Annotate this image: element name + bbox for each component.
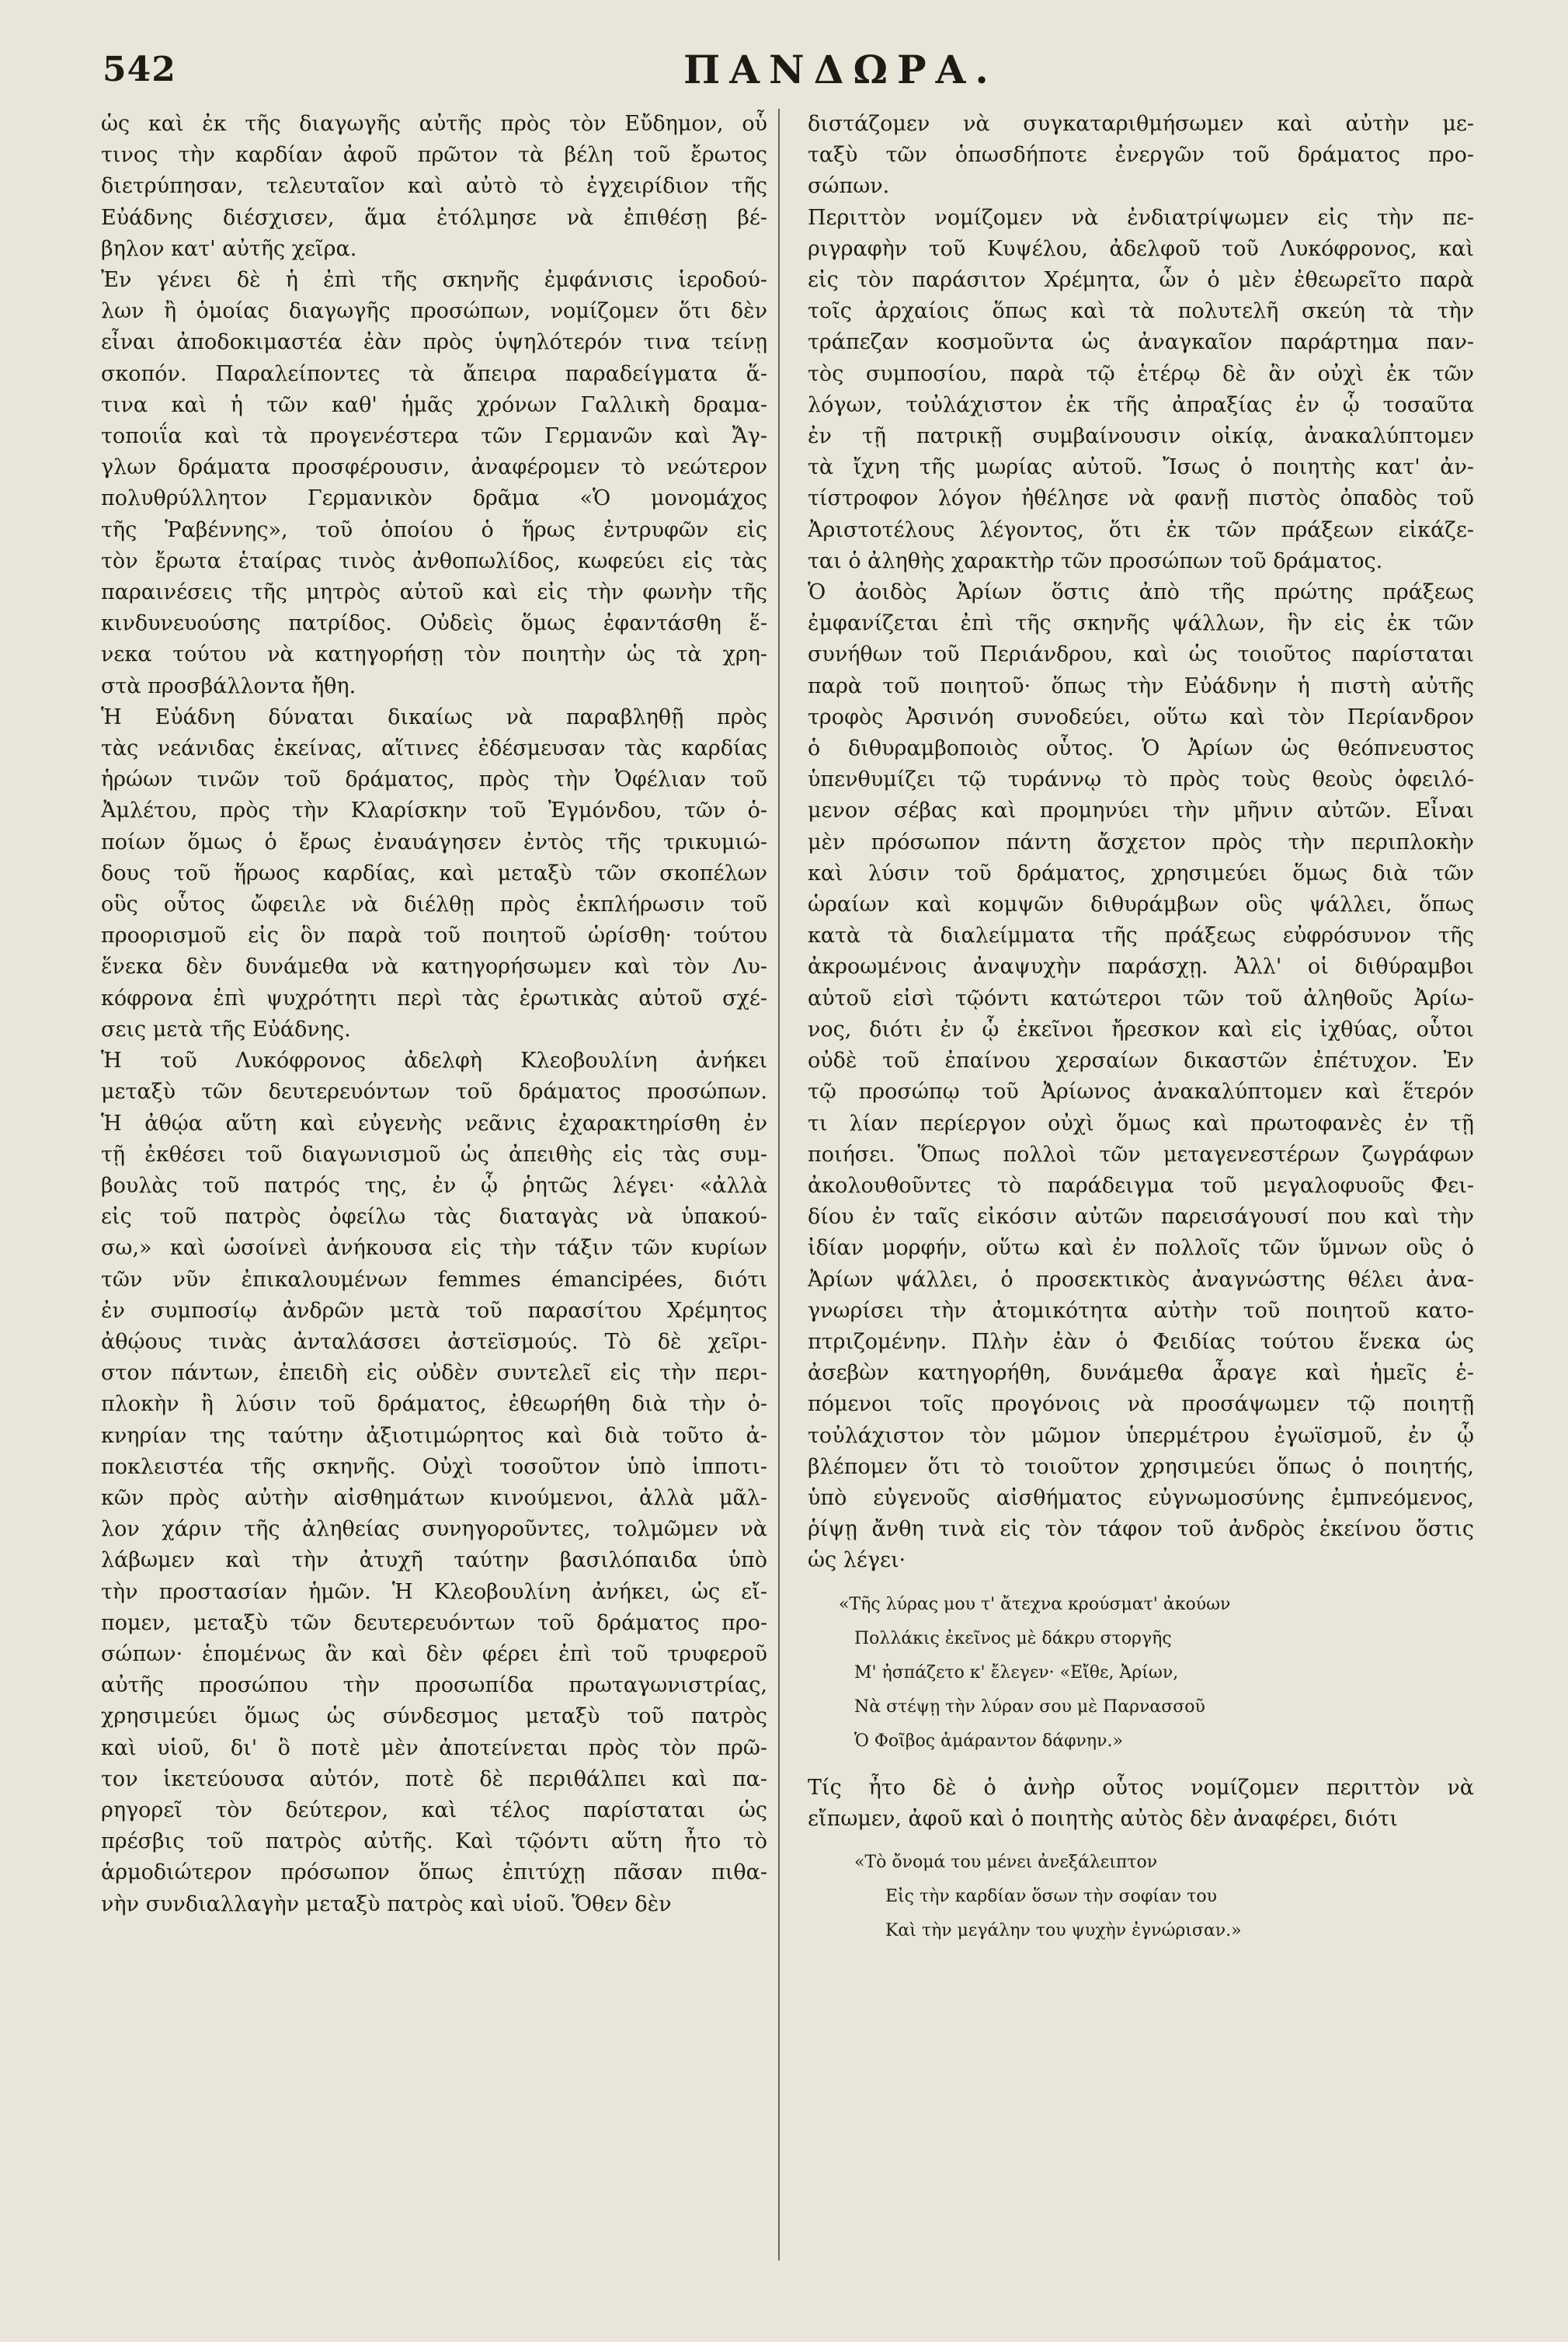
text-line: ὑπενθυμίζει τῷ τυράννῳ τὸ πρὸς τοὺς θεοὺς ὀφειλό- [808, 767, 1474, 792]
text-line: ἐν συμποσίῳ ἀνδρῶν μετὰ τοῦ παρασίτου Χρέμητος [101, 1298, 767, 1323]
text-line: πτριζομένην. Πλὴν ἐὰν ὁ Φειδίας τούτου ἕνεκα ὡς [808, 1329, 1474, 1354]
verse-line: Νὰ στέψῃ τὴν λύραν σου μὲ Παρνασσοῦ [854, 1696, 1205, 1717]
text-line: δους τοῦ ἥρωος καρδίας, καὶ μεταξὺ τῶν σκοπέλων [101, 861, 767, 886]
text-line: νος, διότι ἐν ᾧ ἐκεῖνοι ἤρεσκον καὶ εἰς ἰχθύας, οὗτοι [808, 1017, 1474, 1042]
text-line: ἐμφανίζεται ἐπὶ τῆς σκηνῆς ψάλλων, ἣν εἰς ἐκ τῶν [808, 611, 1474, 636]
text-line: διστάζομεν νὰ συγκαταριθμήσωμεν καὶ αὐτὴν με- [808, 112, 1474, 136]
text-line: ἀκροωμένοις ἀναψυχὴν παράσχῃ. Ἀλλ' οἱ διθύραμβοι [808, 955, 1474, 980]
text-line: ὡς καὶ ἐκ τῆς διαγωγῆς αὐτῆς πρὸς τὸν Εὔδημον, οὗ [101, 112, 767, 136]
text-line: εἰς τοῦ πατρὸς ὀφείλω τὰς διαταγὰς νὰ ὑπακού- [101, 1205, 767, 1230]
text-line: σώπων. [808, 174, 890, 199]
right-column-prose-top [808, 109, 1474, 1577]
paragraph [808, 577, 1474, 1577]
text-line: σω,» καὶ ὡσοίνεὶ ἀνήκουσα εἰς τὴν τάξιν τῶν κυρίων [101, 1236, 767, 1261]
text-line: ριγραφὴν τοῦ Κυψέλου, ἀδελφοῦ τοῦ Λυκόφρονος, καὶ [808, 236, 1474, 261]
text-line: κόφρονα ἐπὶ ψυχρότητι περὶ τὰς ἐρωτικὰς αὐτοῦ σχέ- [101, 986, 767, 1011]
text-line: ἡρώων τινῶν τοῦ δράματος, πρὸς τὴν Ὀφέλιαν τοῦ [101, 767, 767, 792]
text-line: ποιήσει. Ὅπως πολλοὶ τῶν μεταγενεστέρων ζωγράφων [808, 1142, 1474, 1167]
text-line: τίστροφον λόγον ἠθέλησε νὰ φανῇ πιστὸς ὀπαδὸς τοῦ [808, 486, 1474, 511]
text-line: Ἀρίων ψάλλει, ὁ προσεκτικὸς ἀναγνώστης θέλει ἀνα- [808, 1267, 1474, 1292]
text-line: τὸς συμποσίου, παρὰ τῷ ἑτέρῳ δὲ ἂν οὐχὶ ἐκ τῶν [808, 361, 1474, 386]
text-line: βηλον κατ' αὐτῆς χεῖρα. [101, 236, 357, 261]
paragraph [101, 702, 767, 1046]
text-line: ἰδίαν μορφήν, οὕτω καὶ ἐν πολλοῖς τῶν ὕμνων οὓς ὁ [808, 1236, 1474, 1261]
text-line: Εὐάδνης διέσχισεν, ἅμα ἐτόλμησε νὰ ἐπιθέσῃ βέ- [101, 205, 767, 230]
verse-line: Καὶ τὴν μεγάλην του ψυχὴν ἐγνώρισαν.» [885, 1920, 1242, 1940]
text-line: οὐδὲ τοῦ ἐπαίνου χερσαίων δικαστῶν ἐπέτυχον. Ἐν [808, 1049, 1474, 1074]
text-line: νεκα τούτου νὰ κατηγορήσῃ τὸν ποιητὴν ὡς τὰ χρη- [101, 642, 767, 667]
text-line: μεταξὺ τῶν δευτερευόντων τοῦ δράματος προσώπων. [101, 1080, 767, 1105]
text-line: εἶναι ἀποδοκιμαστέα ἐὰν πρὸς ὑψηλότερόν τινα τείνῃ [101, 330, 767, 355]
paragraph [808, 203, 1474, 577]
text-line: μενον σέβας καὶ προμηνύει τὴν μῆνιν αὐτῶν. Εἶναι [808, 799, 1474, 823]
text-line: τοποιΐα καὶ τὰ προγενέστερα τῶν Γερμανῶν καὶ Ἄγ- [101, 424, 767, 449]
text-line: παρὰ τοῦ ποιητοῦ· ὅπως τὴν Εὐάδνην ἡ πιστὴ αὐτῆς [808, 673, 1474, 698]
text-line: τινος τὴν καρδίαν ἀφοῦ πρῶτον τὰ βέλη τοῦ ἔρωτος [101, 143, 767, 168]
text-line: τράπεζαν κοσμοῦντα ὡς ἀναγκαῖον παράρτημα παν- [808, 330, 1474, 355]
text-line: Περιττὸν νομίζομεν νὰ ἐνδιατρίψωμεν εἰς τὴν πε- [808, 205, 1474, 230]
paragraph [808, 1773, 1474, 1835]
paragraph [101, 1046, 767, 1920]
text-line: Ἀμλέτου, πρὸς τὴν Κλαρίσκην τοῦ Ἐγμόνδου, τῶν ὁ- [101, 799, 767, 823]
text-line: λάβωμεν καὶ τὴν ἀτυχῆ ταύτην βασιλόπαιδα ὑπὸ [101, 1548, 767, 1573]
text-line: τοὐλάχιστον τὸν μῶμον ὑπερμέτρου ἐγωϊσμοῦ, ἐν ᾧ [808, 1423, 1474, 1448]
text-line: τὸν ἔρωτα ἑταίρας τινὸς ἀνθοπωλίδος, κωφεύει εἰς τὰς [101, 548, 767, 573]
text-line: ἀσεβὼν κατηγορήθη, δυνάμεθα ἆραγε καὶ ἡμεῖς ἑ- [808, 1361, 1474, 1386]
paragraph [101, 265, 767, 702]
text-line: τῆς Ῥαβέννης», τοῦ ὁποίου ὁ ἥρως ἐντρυφῶν εἰς [101, 517, 767, 542]
page-number: 542 [103, 50, 176, 89]
text-line: νὴν συνδιαλλαγὴν μεταξὺ πατρὸς καὶ υἱοῦ. Ὅθεν δὲν [101, 1891, 672, 1916]
paragraph [101, 109, 767, 265]
text-line: τὰ ἴχνη τῆς μωρίας αὐτοῦ. Ἴσως ὁ ποιητὴς κατ' ἀν- [808, 455, 1474, 480]
text-line: ὡραίων καὶ κομψῶν διθυράμβων οὓς ψάλλει, ὅπως [808, 893, 1474, 917]
text-line: ἀκολουθοῦντες τὸ παράδειγμα τοῦ μεγαλοφυοῦς Φει- [808, 1173, 1474, 1198]
text-line: χρησιμεύει ὅμως ὡς σύνδεσμος μεταξὺ τοῦ πατρὸς [101, 1704, 767, 1729]
text-line: λον χάριν τῆς ἀληθείας συνηγοροῦντες, τολμῶμεν νὰ [101, 1517, 767, 1542]
text-line: Ἡ Εὐάδνη δύναται δικαίως νὰ παραβληθῇ πρὸς [101, 705, 767, 729]
verse-line: Εἰς τὴν καρδίαν ὅσων τὴν σοφίαν του [885, 1886, 1217, 1906]
text-line: πολυθρύλλητον Γερμανικὸν δρᾶμα «Ὁ μονομάχος [101, 486, 767, 511]
text-line: τροφὸς Ἀρσινόη συνοδεύει, οὕτω καὶ τὸν Περίανδρον [808, 705, 1474, 729]
text-line: λων ἢ ὁμοίας διαγωγῆς προσώπων, νομίζομεν ὅτι δὲν [101, 299, 767, 324]
text-line: ῥίψῃ ἄνθη τινὰ εἰς τὸν τάφον τοῦ ἀνδρὸς ἐκείνου ὅστις [808, 1517, 1474, 1542]
left-column [101, 109, 767, 1920]
text-line: συνήθων τοῦ Περιάνδρου, καὶ ὡς τοιοῦτος παρίσταται [808, 642, 1474, 667]
text-line: καὶ λύσιν τοῦ δράματος, χρησιμεύει ὅμως διὰ τῶν [808, 861, 1474, 886]
text-line: τον ἱκετεύουσα αὐτόν, ποτὲ δὲ περιθάλπει καὶ πα- [101, 1766, 767, 1791]
text-line: βλέπομεν ὅτι τὸ τοιοῦτον χρησιμεύει ὅπως ὁ ποιητής, [808, 1454, 1474, 1479]
text-line: ὡς λέγει· [808, 1548, 906, 1573]
text-line: πόμενοι τοῖς προγόνοις νὰ προσάψωμεν τῷ ποιητῇ [808, 1392, 1474, 1417]
verse-quotation-2 [808, 1846, 1474, 1948]
text-line: εἰς τὸν παράσιτον Χρέμητα, ὧν ὁ μὲν ἐθεωρεῖτο παρὰ [808, 268, 1474, 293]
text-line: Ἡ τοῦ Λυκόφρονος ἀδελφὴ Κλεοβουλίνη ἀνήκει [101, 1049, 767, 1074]
column-divider [778, 109, 780, 2260]
verse-quotation-1 [808, 1588, 1474, 1759]
text-line: τῶν νῦν ἐπικαλουμένων femmes émancipées, διότι [101, 1267, 767, 1292]
right-column-prose-bottom [808, 1773, 1474, 1835]
text-line: πρέσβις τοῦ πατρὸς αὐτῆς. Καὶ τῷόντι αὕτη ἦτο τὸ [101, 1829, 767, 1854]
text-line: αὐτῆς προσώπου τὴν προσωπίδα πρωταγωνιστρίας, [101, 1673, 767, 1698]
text-line: τὰς νεάνιδας ἐκείνας, αἵτινες ἐδέσμευσαν τὰς καρδίας [101, 736, 767, 761]
text-line: μὲν πρόσωπον πάντη ἄσχετον πρὸς τὴν περιπλοκὴν [808, 830, 1474, 854]
text-line: στον πάντων, ἐπειδὴ εἰς οὐδὲν συντελεῖ εἰς τὴν περι- [101, 1361, 767, 1386]
text-line: πλοκὴν ἢ λύσιν τοῦ δράματος, ἐθεωρήθη διὰ τὴν ὀ- [101, 1392, 767, 1417]
text-line: αὐτοῦ εἰσὶ τῷόντι κατώτεροι τῶν τοῦ ἀληθοῦς Ἀρίω- [808, 986, 1474, 1011]
text-line: εἴπωμεν, ἀφοῦ καὶ ὁ ποιητὴς αὐτὸς δὲν ἀναφέρει, διότι [808, 1806, 1398, 1831]
page-header [0, 47, 1568, 117]
text-line: τινα καὶ ἡ τῶν καθ' ἡμᾶς χρόνων Γαλλικὴ δραμα- [101, 392, 767, 417]
text-line: σεις μετὰ τῆς Εὐάδνης. [101, 1017, 351, 1042]
text-line: ποίων ὅμως ὁ ἔρως ἐναυάγησεν ἐντὸς τῆς τρικυμιώ- [101, 830, 767, 854]
text-line: προορισμοῦ εἰς ὃν παρὰ τοῦ ποιητοῦ ὡρίσθη· τούτου [101, 924, 767, 948]
text-line: γλων δράματα προσφέρουσιν, ἀναφέρομεν τὸ νεώτερον [101, 455, 767, 480]
text-line: ρηγορεῖ τὸν δεύτερον, καὶ τέλος παρίσταται ὡς [101, 1797, 767, 1822]
text-line: Ἐν γένει δὲ ἡ ἐπὶ τῆς σκηνῆς ἐμφάνισις ἱεροδού- [101, 268, 767, 293]
text-line: ὑπὸ εὐγενοῦς αἰσθήματος εὐγνωμοσύνης ἐμπνεόμενος, [808, 1485, 1474, 1510]
text-line: ποκλειστέα τῆς σκηνῆς. Οὐχὶ τοσοῦτον ὑπὸ ἱπποτι- [101, 1454, 767, 1479]
text-line: βουλὰς τοῦ πατρός της, ἐν ᾧ ῥητῶς λέγει· «ἀλλὰ [101, 1173, 767, 1198]
text-line: τι λίαν περίεργον οὐχὶ ὅμως καὶ πρωτοφανὲς ἐν τῇ [808, 1111, 1474, 1136]
verse-line: Μ' ἠσπάζετο κ' ἔλεγεν· «Εἴθε, Ἀρίων, [854, 1662, 1179, 1683]
text-line: γνωρίσει τὴν ἀτομικότητα αὐτὴν τοῦ ποιητοῦ κατο- [808, 1298, 1474, 1323]
text-line: ταξὺ τῶν ὁπωσδήποτε ἐνεργῶν τοῦ δράματος προ- [808, 143, 1474, 168]
text-line: κινδυνευούσης πατρίδος. Οὐδεὶς ὅμως ἐφαντάσθη ἕ- [101, 611, 767, 636]
text-line: στὰ προσβάλλοντα ἤθη. [101, 673, 356, 698]
text-line: οὓς οὗτος ὤφειλε νὰ διέλθῃ πρὸς ἐκπλήρωσιν τοῦ [101, 893, 767, 917]
verse-line: Ὁ Φοῖβος ἀμάραντον δάφνην.» [854, 1731, 1123, 1751]
text-line: καὶ υἱοῦ, δι' ὃ ποτὲ μὲν ἀποτείνεται πρὸς τὸν πρῶ- [101, 1735, 767, 1760]
text-line: κνηρίαν της ταύτην ἀξιοτιμώρητος καὶ διὰ τοῦτο ἀ- [101, 1423, 767, 1448]
text-line: ἀθῴους τινὰς ἀνταλάσσει ἀστεϊσμούς. Τὸ δὲ χεῖρι- [101, 1329, 767, 1354]
verse-line: «Τὸ ὄνομά του μένει ἀνεξάλειπτον [854, 1852, 1158, 1872]
text-line: δίου ἐν ταῖς εἰκόσιν αὐτῶν παρεισάγουσί που καὶ τὴν [808, 1205, 1474, 1230]
text-line: ται ὁ ἀληθὴς χαρακτὴρ τῶν προσώπων τοῦ δράματος. [808, 548, 1383, 573]
text-line: Τίς ἦτο δὲ ὁ ἀνὴρ οὗτος νομίζομεν περιττὸν νὰ [808, 1775, 1474, 1800]
text-line: Ἀριστοτέλους λέγοντος, ὅτι ἐκ τῶν πράξεων εἰκάζε- [808, 517, 1474, 542]
text-line: τὴν προστασίαν ἡμῶν. Ἡ Κλεοβουλίνη ἀνήκει, ὡς εἴ- [101, 1579, 767, 1604]
text-line: σκοπόν. Παραλείποντες τὰ ἄπειρα παραδείγματα ἅ- [101, 361, 767, 386]
text-line: Ὁ ἀοιδὸς Ἀρίων ὅστις ἀπὸ τῆς πρώτης πράξεως [808, 580, 1474, 605]
text-line: σώπων· ἑπομένως ἂν καὶ δὲν φέρει ἐπὶ τοῦ τρυφεροῦ [101, 1641, 767, 1666]
text-line: ἐν τῇ πατρικῇ συμβαίνουσιν οἰκίᾳ, ἀνακαλύπτομεν [808, 424, 1474, 449]
text-line: πομεν, μεταξὺ τῶν δευτερευόντων τοῦ δράματος προ- [101, 1610, 767, 1635]
text-line: Ἡ ἀθῴα αὕτη καὶ εὐγενὴς νεᾶνις ἐχαρακτηρίσθη ἐν [101, 1111, 767, 1136]
text-line: ἕνεκα δὲν δυνάμεθα νὰ κατηγορήσωμεν καὶ τὸν Λυ- [101, 955, 767, 980]
text-line: κατὰ τὰ διαλείμματα τῆς πράξεως εὐφρόσυνον τῆς [808, 924, 1474, 948]
text-line: τοῖς ἀρχαίοις ὅπως καὶ τὰ πολυτελῆ σκεύη τὰ τὴν [808, 299, 1474, 324]
text-line: ἁρμοδιώτερον πρόσωπον ὅπως ἐπιτύχῃ πᾶσαν πιθα- [101, 1860, 767, 1885]
paragraph [808, 109, 1474, 203]
text-line: τῇ ἐκθέσει τοῦ διαγωνισμοῦ ὡς ἀπειθὴς εἰς τὰς συμ- [101, 1142, 767, 1167]
verse-line: «Τῆς λύρας μου τ' ἄτεχνα κρούσματ' ἀκούων [839, 1594, 1231, 1614]
text-line: τῷ προσώπῳ τοῦ Ἀρίωνος ἀνακαλύπτομεν καὶ ἕτερόν [808, 1080, 1474, 1105]
text-line: λόγων, τοὐλάχιστον ἐκ τῆς ἀπραξίας ἐν ᾧ τοσαῦτα [808, 392, 1474, 417]
verse-line: Πολλάκις ἐκεῖνος μὲ δάκρυ στοργῆς [854, 1628, 1172, 1648]
right-column [808, 109, 1474, 1962]
running-title: ΠΑΝΔΩΡΑ. [683, 47, 998, 92]
text-line: κῶν πρὸς αὐτὴν αἰσθημάτων κινούμενοι, ἀλλὰ μᾶλ- [101, 1485, 767, 1510]
text-line: ὁ διθυραμβοποιὸς οὗτος. Ὁ Ἀρίων ὡς θεόπνευστος [808, 736, 1474, 761]
text-line: διετρύπησαν, τελευταῖον καὶ αὐτὸ τὸ ἐγχειρίδιον τῆς [101, 174, 767, 199]
text-line: παραινέσεις τῆς μητρὸς αὐτοῦ καὶ εἰς τὴν φωνὴν τῆς [101, 580, 767, 605]
